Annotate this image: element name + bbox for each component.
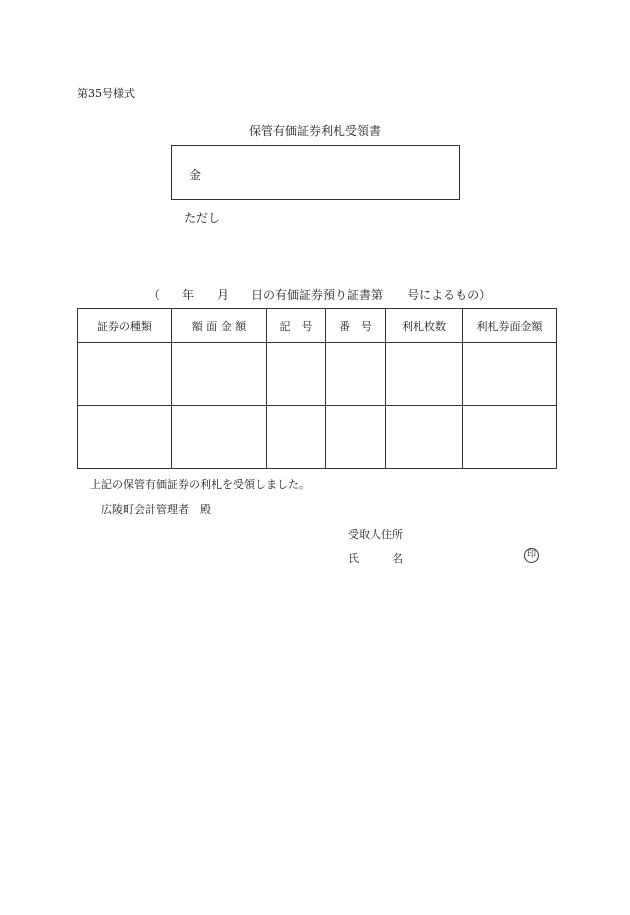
receipt-statement: 上記の保管有価証券の利札を受領しました。	[90, 478, 310, 491]
header-number: 番 号	[326, 309, 386, 343]
receiver-name-label: 氏 名	[348, 552, 403, 565]
reference-open: （	[148, 288, 161, 302]
table-cell	[78, 343, 172, 406]
table-cell	[267, 406, 326, 469]
table-cell	[267, 343, 326, 406]
receiver-address-label: 受取人住所	[348, 528, 403, 541]
reference-year: 年	[182, 288, 195, 302]
amount-label: 金	[189, 168, 202, 182]
proviso-label: ただし	[184, 211, 221, 225]
table-cell	[172, 343, 267, 406]
header-coupon-count: 利札枚数	[386, 309, 463, 343]
header-coupon-amount: 利札券面金額	[463, 309, 557, 343]
table-cell	[326, 406, 386, 469]
table-cell	[386, 406, 463, 469]
document-title: 保管有価証券利札受領書	[248, 124, 381, 138]
addressee: 広陵町会計管理者 殿	[101, 503, 211, 516]
detail-table	[77, 308, 557, 469]
table-cell	[386, 343, 463, 406]
table-row	[78, 406, 557, 469]
reference-day-text: 日の有価証券預り証書第	[251, 288, 384, 302]
form-number: 第35号様式	[77, 87, 135, 100]
header-face-amount: 額 面 金 額	[172, 309, 267, 343]
table-cell	[172, 406, 267, 469]
header-symbol: 記 号	[267, 309, 326, 343]
reference-number-text: 号によるもの）	[407, 288, 492, 302]
amount-box	[171, 145, 460, 200]
table-cell	[463, 406, 557, 469]
reference-month: 月	[217, 288, 230, 302]
table-row	[78, 343, 557, 406]
table-header-row	[78, 309, 557, 343]
table-cell	[463, 343, 557, 406]
reference-line	[148, 286, 491, 303]
table-cell	[326, 343, 386, 406]
table-cell	[78, 406, 172, 469]
header-security-type: 証券の種類	[78, 309, 172, 343]
seal-mark: 印	[524, 548, 539, 563]
